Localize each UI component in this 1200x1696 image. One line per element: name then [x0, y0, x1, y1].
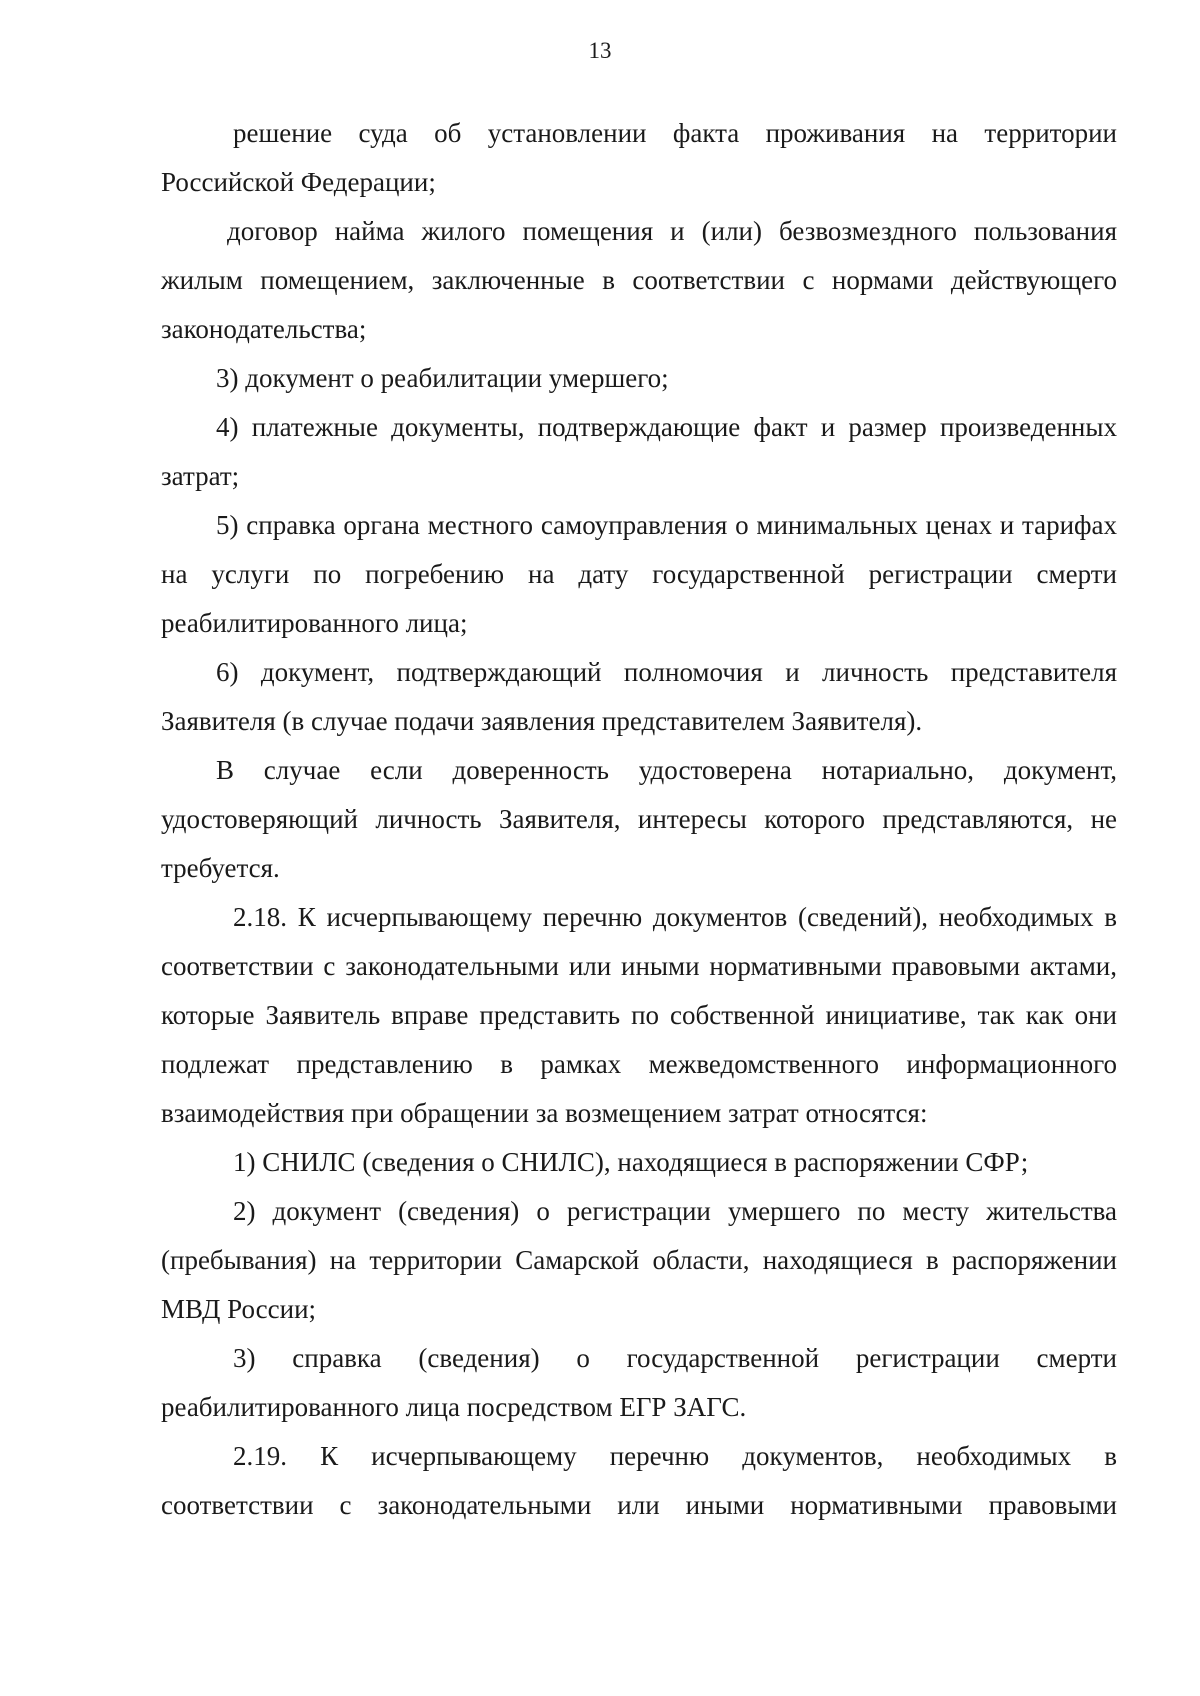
paragraph-item-4-payment-documents: 4) платежные документы, подтверждающие факт и размер произведенных затрат; [161, 412, 1117, 491]
paragraph-item-6-representative: 6) документ, подтверждающий полномочия и личность представителя Заявителя (в случае подачи заявления представителем Заявителя). [161, 657, 1117, 736]
paragraph-item-2-registration: 2) документ (сведения) о регистрации умершего по месту жительства (пребывания) на территории Самарской области, находящиеся в распоряжении МВД России; [161, 1196, 1117, 1324]
paragraph-section-2-18: 2.18. К исчерпывающему перечню документов (сведений), необходимых в соответствии с законодательными или иными нормативными правовыми актами, которые Заявитель вправе представить по собственной инициативе, так как они подлежат представлению в рамках межведомственного информационного взаимодействия при обращении за возмещением затрат относятся: [161, 902, 1117, 1128]
paragraph-item-3-death-registration: 3) справка (сведения) о государственной регистрации смерти реабилитированного лица посредством ЕГР ЗАГС. [161, 1343, 1117, 1422]
page-number: 13 [588, 38, 612, 63]
paragraph-section-2-19: 2.19. К исчерпывающему перечню документов, необходимых в соответствии с законодательными или иными нормативными правовыми [161, 1441, 1117, 1520]
paragraph-court-decision: решение суда об установлении факта проживания на территории Российской Федерации; [161, 118, 1117, 197]
paragraph-item-1-snils: 1) СНИЛС (сведения о СНИЛС), находящиеся в распоряжении СФР; [233, 1147, 1029, 1177]
paragraph-item-5-burial-prices: 5) справка органа местного самоуправления о минимальных ценах и тарифах на услуги по погребению на дату государственной регистрации смерти реабилитированного лица; [161, 510, 1117, 638]
document-body [161, 109, 1117, 1530]
paragraph-item-3-rehabilitation: 3) документ о реабилитации умершего; [216, 363, 669, 393]
paragraph-notarized-power-of-attorney: В случае если доверенность удостоверена нотариально, документ, удостоверяющий личность Заявителя, интересы которого представляются, не требуется. [161, 755, 1117, 883]
paragraph-lease-agreement: договор найма жилого помещения и (или) безвозмездного пользования жилым помещением, заключенные в соответствии с нормами действующего законодательства; [161, 216, 1117, 344]
